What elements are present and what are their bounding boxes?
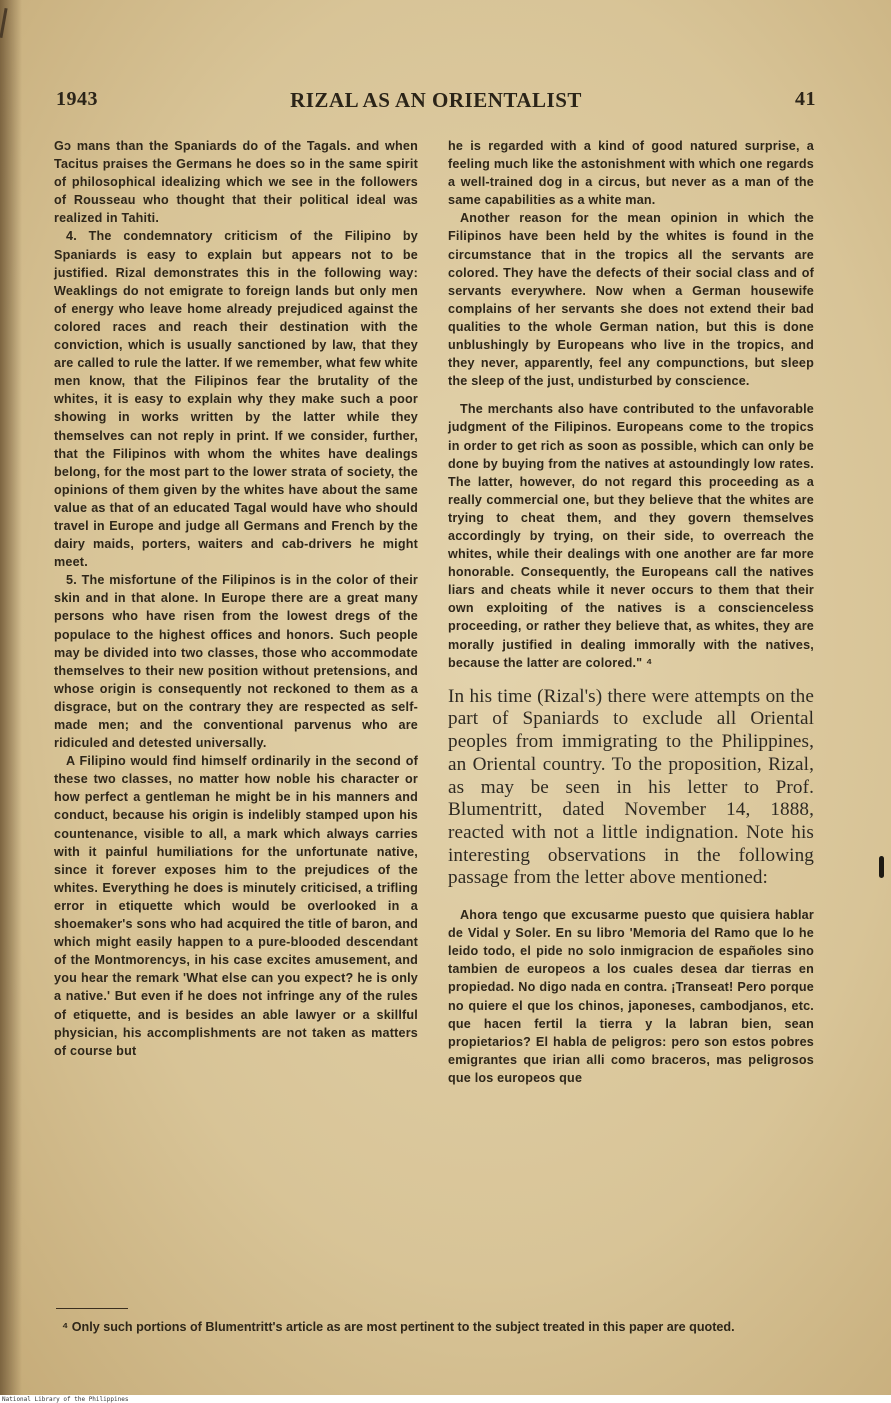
running-header [56, 88, 816, 114]
bottom-strip [0, 1395, 891, 1403]
page-edge-shadow [0, 0, 22, 1395]
footnote-text: Only such portions of Blumentritt's article as are most pertinent to the subject treated in this paper are quoted. [71, 1320, 735, 1334]
spanish-letter-excerpt: Ahora tengo que excusarme puesto que quisiera hablar de Vidal y Soler. En su libro 'Memoria del Ramo que lo he leido todo, el pide no solo inmigracion de españoles sino tambien de europeos a los cuales desea dar tierras en propiedad. No digo nada en contra. ¡Transeat! Pero porque no quiere el que los chinos, japoneses, cambodjanos, etc. que hacen fertil la tierra y la labran bien, sean propietarios? El habla de peligros: pero son estos pobres emigrantes que irian alli como braceros, mas peligrosos que los europeos que [448, 908, 814, 1085]
footnote-mark: ⁴ [62, 1320, 69, 1334]
library-credit: National Library of the Philippines [2, 1396, 129, 1403]
footnote [54, 1318, 820, 1336]
ink-smudge [879, 856, 884, 878]
author-commentary: In his time (Rizal's) there were attempts on the part of Spaniards to exclude all Oriental peoples from immigrating to the Philippines, an Oriental country. To the proposition, Rizal, as may be seen in his letter to Prof. Blumentritt, dated November 14, 1888, reacted with not a little indignation. Note his interesting observations in the following passage from the letter above mentioned: [448, 685, 814, 889]
paragraph: he is regarded with a kind of good natured surprise, a feeling much like the astonishment with which one regards a well-trained dog in a circus, but never as a man of the same capabilities as a white man. [448, 139, 814, 208]
paragraph: The merchants also have contributed to the unfavorable judgment of the Filipinos. Europeans come to the tropics in order to get rich as soon as possible, which can only be done by buying from the natives at astoundingly low rates. The latter, however, do not regard this proceeding as a really commercial one, but they believe that the whites are trying to cheat them, and they govern themselves accordingly by trying, on their side, to overreach the whites, while their dealings with one another are far more honorable. Consequently, the Europeans call the natives liars and cheats while it never occurs to them that their own exploiting of the natives is a conscienceless proceeding, or rather they believe that, as whites, they are morally justified in dealing immorally with the natives, because the latter are colored." ⁴ [448, 402, 814, 670]
paragraph-point-5: 5. The misfortune of the Filipinos is in the color of their skin and in that alone. In Europe there are a great many persons who have risen from the lowest dregs of the populace to the highest offices and honors. Such people may be divided into two classes, those who accommodate themselves to their new position without pretensions, and whose origin is consequently not reckoned to them as a disgrace, but on the contrary they are respected as self-made men; and the conventional parvenus who are ridiculed and detested universally. [54, 573, 418, 751]
page-number: 41 [795, 88, 816, 110]
paragraph: Another reason for the mean opinion in which the Filipinos have been held by the whites is found in the circumstance that in the tropics all the servants are colored. They have the defects of their social class and of servants everywhere. Now when a German housewife complains of her servants she does not extend their bad qualities to the whole German nation, but this is done unblushingly by Europeans who live in the tropics, and they never, apparently, feel any compunctions, but sleep the sleep of the just, undisturbed by conscience. [448, 211, 814, 389]
left-column [54, 137, 418, 1060]
paragraph: A Filipino would find himself ordinarily in the second of these two classes, no matter how noble his character or how perfect a gentleman he might be in his manners and conduct, because his origin is indelibly stamped upon his countenance, visible to all, a mark which always carries with it painful humiliations for the unfortunate native, since it forever exposes him to the prejudices of the whites. Everything he does is minutely criticised, a trifling error in etiquette which would be overlooked in a shoemaker's sons who had acquired the title of baron, and which might easily happen to a pure-blooded descendant of the Montmorencys, in his case excites amusement, and you hear the remark 'What else can you expect? he is only a native.' But even if he does not infringe any of the rules of etiquette, and is besides an able lawyer or a skillful physician, his accomplishments are not taken as matters of course but [54, 754, 418, 1058]
header-title: RIZAL AS AN ORIENTALIST [290, 88, 582, 112]
header-year: 1943 [56, 88, 98, 110]
footnote-divider [56, 1308, 128, 1309]
paragraph-point-4: 4. The condemnatory criticism of the Filipino by Spaniards is easy to explain but appears not to be justified. Rizal demonstrates this in the following way: Weaklings do not emigrate to foreign lands but only men of energy who leave home already prejudiced against the colored races and reach their destination with the conviction, which is usually sanctioned by law, that they are called to rule the latter. If we remember, what few white men know, that the Filipinos fear the brutality of the whites, it is easy to explain why they make such a poor showing in works written by the latter while they themselves can not reply in print. If we consider, further, that the Filipinos with whom the whites have dealings belong, for the most part to the lower strata of society, the opinions of them given by the whites have about the same value as that of an educated Tagal would have who should travel in Europe and judge all Germans and French by the dairy maids, porters, waiters and cab-drivers he might meet. [54, 229, 418, 570]
paragraph: Gɔ mans than the Spaniards do of the Tagals. and when Tacitus praises the Germans he does so in the same spirit of philosophical idealizing which we see in the followers of Rousseau who thought that their political ideal was realized in Tahiti. [54, 139, 418, 226]
right-column [448, 137, 814, 1087]
